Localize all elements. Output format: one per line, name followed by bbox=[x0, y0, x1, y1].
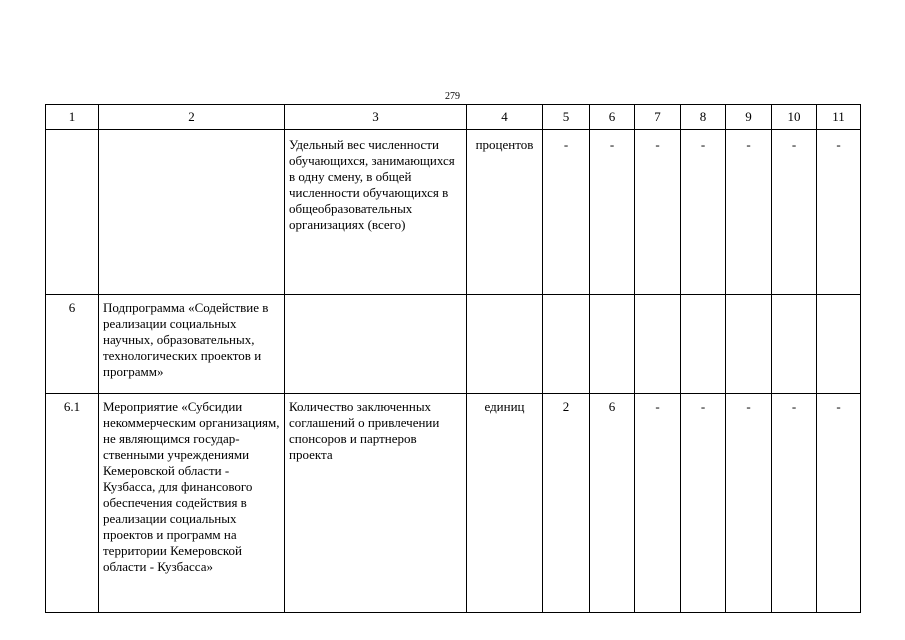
header-cell-col-3: 3 bbox=[285, 105, 467, 130]
row-unit-cell: единиц bbox=[467, 394, 543, 613]
row-name-cell: Мероприятие «Субсидии некоммерческим организациям, не являющимся государ-ственными учреждениями Кемеровской области - Кузбасса, для финансового обеспечения содействия в реализации социальных проектов и программ на территории Кемеровской области - Кузбасса» bbox=[99, 394, 285, 613]
row-value-cell bbox=[635, 295, 681, 394]
row-value-cell: - bbox=[590, 130, 635, 295]
row-number-cell: 6 bbox=[46, 295, 99, 394]
row-indicator-cell: Удельный вес численности обучающихся, занимающихся в одну смену, в общей численности обучающихся в общеобразовательных организациях (всего) bbox=[285, 130, 467, 295]
row-value-cell: 2 bbox=[543, 394, 590, 613]
row-value-cell: - bbox=[772, 130, 817, 295]
row-value-cell bbox=[590, 295, 635, 394]
row-value-cell: - bbox=[726, 130, 772, 295]
row-value-cell bbox=[726, 295, 772, 394]
header-cell-col-5: 5 bbox=[543, 105, 590, 130]
row-value-cell bbox=[772, 295, 817, 394]
data-table bbox=[45, 104, 861, 613]
header-cell-col-10: 10 bbox=[772, 105, 817, 130]
header-cell-col-9: 9 bbox=[726, 105, 772, 130]
row-value-cell: - bbox=[543, 130, 590, 295]
row-unit-cell: процентов bbox=[467, 130, 543, 295]
row-indicator-cell bbox=[285, 295, 467, 394]
row-value-cell: - bbox=[681, 394, 726, 613]
header-cell-col-1: 1 bbox=[46, 105, 99, 130]
row-value-cell: - bbox=[635, 130, 681, 295]
page-number: 279 bbox=[445, 91, 460, 102]
row-value-cell: - bbox=[635, 394, 681, 613]
row-value-cell: - bbox=[817, 130, 861, 295]
table-row bbox=[46, 130, 861, 295]
table-header-row bbox=[46, 105, 861, 130]
row-indicator-cell: Количество заключенных соглашений о привлечении спонсоров и партнеров проекта bbox=[285, 394, 467, 613]
header-cell-col-6: 6 bbox=[590, 105, 635, 130]
header-cell-col-4: 4 bbox=[467, 105, 543, 130]
row-number-cell: 6.1 bbox=[46, 394, 99, 613]
row-name-cell: Подпрограмма «Содействие в реализации социальных научных, образовательных, технологических проектов и программ» bbox=[99, 295, 285, 394]
table-row bbox=[46, 394, 861, 613]
header-cell-col-11: 11 bbox=[817, 105, 861, 130]
header-cell-col-7: 7 bbox=[635, 105, 681, 130]
row-number-cell bbox=[46, 130, 99, 295]
row-value-cell: - bbox=[681, 130, 726, 295]
row-unit-cell bbox=[467, 295, 543, 394]
row-value-cell: 6 bbox=[590, 394, 635, 613]
row-name-cell bbox=[99, 130, 285, 295]
row-value-cell bbox=[817, 295, 861, 394]
header-cell-col-8: 8 bbox=[681, 105, 726, 130]
row-value-cell: - bbox=[772, 394, 817, 613]
row-value-cell: - bbox=[817, 394, 861, 613]
row-value-cell bbox=[543, 295, 590, 394]
table-row bbox=[46, 295, 861, 394]
row-value-cell: - bbox=[726, 394, 772, 613]
header-cell-col-2: 2 bbox=[99, 105, 285, 130]
row-value-cell bbox=[681, 295, 726, 394]
